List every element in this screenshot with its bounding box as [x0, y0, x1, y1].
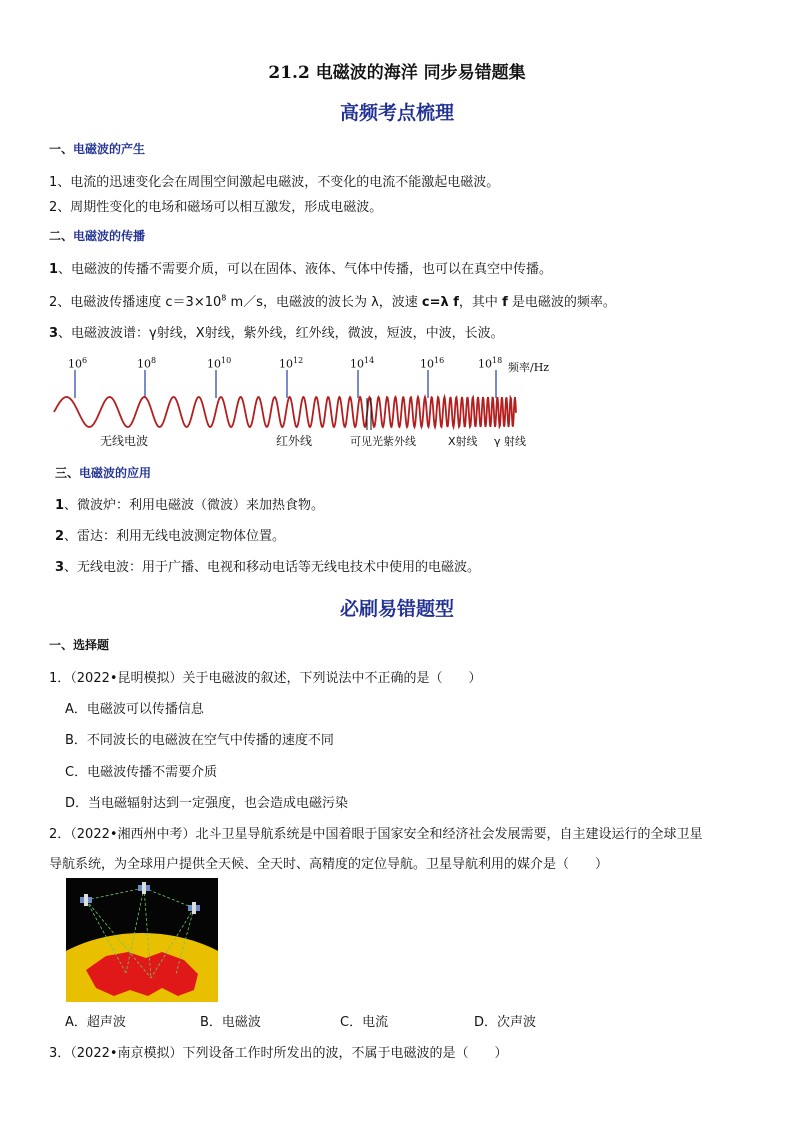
text-line	[55, 494, 324, 513]
text-line	[49, 258, 552, 277]
text-line: 2、周期性变化的电场和磁场可以相互激发，形成电磁波。	[49, 200, 383, 215]
heading-number: 三、	[55, 466, 80, 480]
line-text: 、雷达：利用无线电波测定物体位置。	[64, 529, 286, 544]
exponent: 8	[221, 293, 227, 303]
frequency-unit: 频率/Hz	[508, 361, 550, 374]
line-number: 1	[49, 262, 59, 277]
option-b: B．不同波长的电磁波在空气中传播的速度不同	[65, 733, 334, 748]
label-visible-uv: 可见光紫外线	[350, 435, 416, 448]
section-title-practice: 必刷易错题型	[339, 598, 454, 620]
tick-label: $10^{14}$	[350, 356, 375, 371]
text-line	[55, 556, 480, 575]
line-text: 、电磁波波谱：γ射线，X射线，紫外线，红外线，微波，短波，中波，长波。	[58, 326, 504, 341]
spectrum-wave-svg	[40, 368, 540, 438]
label-infrared: 红外线	[276, 434, 313, 448]
heading-generation	[49, 140, 145, 157]
line-text: 、电磁波传播速度 c＝3×10	[57, 295, 222, 310]
heading-propagation	[49, 227, 145, 244]
question-stem: 导航系统，为全球用户提供全天候、全天时、高精度的定位导航。卫星导航利用的媒介是（ ）	[49, 857, 609, 872]
heading-text: 电磁波的应用	[79, 466, 152, 480]
label-radio-wave: 无线电波	[100, 434, 149, 448]
line-text: 是电磁波的频率。	[507, 295, 616, 310]
question-stem: 2．（2022•湘西州中考）北斗卫星导航系统是中国着眼于国家安全和经济社会发展需要，自主建设运行的全球卫星	[49, 827, 703, 842]
wave-curve	[54, 397, 516, 427]
label-xray: X射线	[448, 435, 478, 448]
tick-label: $10^{16}$	[420, 356, 445, 371]
line-text: 、微波炉：利用电磁波（微波）来加热食物。	[64, 498, 325, 513]
option-a: A．超声波	[65, 1015, 126, 1030]
option-a: A．电磁波可以传播信息	[65, 702, 204, 717]
tick-label: $10^6$	[68, 356, 88, 371]
question-stem: 3．（2022•南京模拟）下列设备工作时所发出的波，不属于电磁波的是（ ）	[49, 1046, 508, 1061]
question-stem: 1．（2022•昆明模拟）关于电磁波的叙述，下列说法中不正确的是（ ）	[49, 671, 482, 686]
symbol-f: f	[502, 295, 508, 310]
heading-number: 二、	[49, 229, 74, 243]
heading-application	[55, 464, 151, 481]
text-line: 1、电流的迅速变化会在周围空间激起电磁波，不变化的电流不能激起电磁波。	[49, 175, 500, 190]
label-gamma: γ 射线	[494, 435, 527, 448]
line-number: 3	[49, 326, 59, 341]
text-line	[49, 322, 504, 341]
heading-number: 一、	[49, 142, 74, 156]
document-title: 21.2 电磁波的海洋 同步易错题集	[268, 63, 526, 83]
tick-label: $10^{18}$	[478, 356, 503, 371]
line-text: 、无线电波：用于广播、电视和移动电话等无线电技术中使用的电磁波。	[64, 560, 481, 575]
line-number: 2	[55, 529, 65, 544]
tick-label: $10^8$	[137, 356, 157, 371]
option-d: D．次声波	[474, 1015, 537, 1030]
text-line-speed	[49, 291, 616, 310]
option-b: B．电磁波	[200, 1015, 261, 1030]
line-number: 1	[55, 498, 65, 513]
tick-label: $10^{10}$	[207, 356, 232, 371]
satellite-navigation-image	[66, 878, 218, 1002]
tick-label: $10^{12}$	[279, 356, 304, 371]
text-line	[55, 525, 285, 544]
heading-text: 电磁波的传播	[73, 229, 146, 243]
line-text: 、电磁波的传播不需要介质，可以在固体、液体、气体中传播，也可以在真空中传播。	[58, 262, 553, 277]
line-number: 3	[55, 560, 65, 575]
line-number: 2	[49, 295, 58, 310]
option-c: C．电磁波传播不需要介质	[65, 765, 218, 780]
satellite-illustration-svg	[66, 878, 218, 1002]
line-text: ，其中	[458, 295, 503, 310]
option-c: C．电流	[340, 1015, 389, 1030]
heading-text: 电磁波的产生	[73, 142, 146, 156]
quiz-heading: 一、选择题	[49, 638, 110, 652]
option-d: D．当电磁辐射达到一定强度，也会造成电磁污染	[65, 796, 349, 811]
line-text: m／s，电磁波的波长为 λ，波速	[226, 295, 422, 310]
section-title-key-points: 高频考点梳理	[339, 102, 454, 124]
formula: c=λ f	[421, 295, 459, 310]
